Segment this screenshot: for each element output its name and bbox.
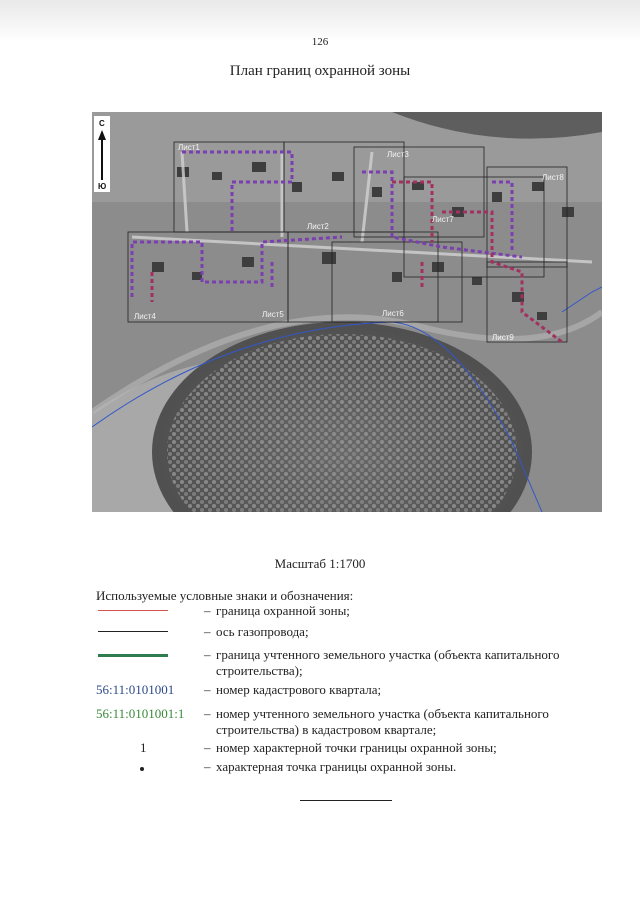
legend-desc: ось газопровода;: [216, 624, 309, 639]
legend-symbol: [96, 706, 186, 720]
legend-dash: –: [204, 706, 211, 721]
legend-dash: –: [204, 603, 211, 618]
legend-code-cadastral-quarter: 56:11:0101001: [96, 682, 175, 697]
legend-dash: –: [204, 759, 211, 774]
page-number: 126: [311, 36, 329, 48]
legend-dash: –: [204, 647, 211, 662]
compass-north-arrow: [94, 116, 110, 192]
sheet-label-8: Лист8: [542, 173, 564, 182]
legend-desc: граница охранной зоны;: [216, 603, 350, 618]
legend-dash: –: [204, 740, 211, 755]
sheet-label-3: Лист3: [387, 150, 409, 159]
sheet-label-7: Лист7: [432, 215, 454, 224]
legend-symbol: [96, 740, 186, 754]
legend-symbol: [96, 759, 186, 773]
legend-symbol: [96, 603, 186, 617]
point-dot-icon: [140, 767, 144, 771]
sheet-label-9: Лист9: [492, 333, 514, 342]
legend-desc: граница учтенного земельного участка (объекта капитального строительства);: [216, 647, 560, 678]
legend-desc: номер характерной точки границы охранной зоны;: [216, 740, 497, 755]
legend-dash: –: [204, 624, 211, 639]
compass-north-label: С: [99, 119, 105, 128]
legend-desc: характерная точка границы охранной зоны.: [216, 759, 457, 774]
legend-code-land-plot: 56:11:0101001:1: [96, 706, 185, 721]
sheet-label-2: Лист2: [307, 222, 329, 231]
legend-dash: –: [204, 682, 211, 697]
aerial-map[interactable]: [92, 112, 602, 512]
legend-symbol: [96, 624, 186, 638]
sheet-label-6: Лист6: [382, 309, 404, 318]
legend-symbol: [96, 647, 186, 661]
sheet-label-4: Лист4: [134, 312, 156, 321]
legend-title: Используемые условные знаки и обозначения:: [96, 588, 354, 603]
map-scale: Масштаб 1:1700: [274, 556, 366, 571]
sheet-label-1: Лист1: [178, 143, 200, 152]
page-title: План границ охранной зоны: [229, 63, 411, 79]
sheet-label-5: Лист5: [262, 310, 284, 319]
legend-desc: номер кадастрового квартала;: [216, 682, 382, 697]
compass-south-label: Ю: [98, 182, 107, 191]
legend-number-symbol: 1: [140, 740, 147, 755]
legend-desc: номер учтенного земельного участка (объекта капитального строительства) в кадастровом квартале;: [216, 706, 549, 737]
bottom-divider: [300, 800, 392, 801]
legend-symbol: [96, 682, 186, 696]
